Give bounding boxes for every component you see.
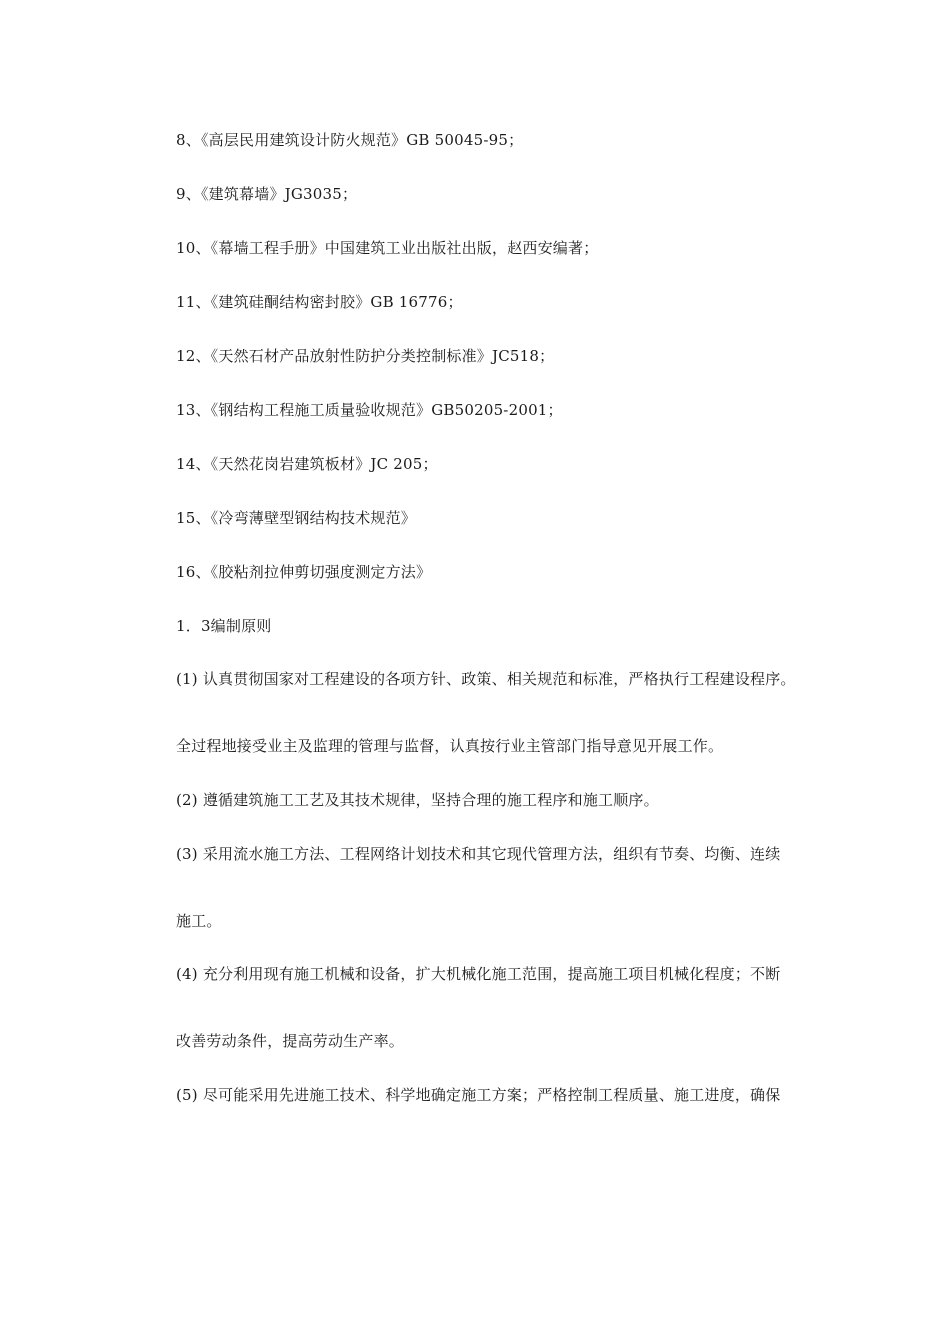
reference-item-13: 13、《钢结构工程施工质量验收规范》GB50205-2001； (176, 401, 563, 419)
reference-item-9: 9、《建筑幕墙》JG3035； (176, 185, 358, 203)
reference-item-10: 10、《幕墙工程手册》中国建筑工业出版社出版，赵西安编著； (176, 239, 599, 257)
principle-5-line-1: (5) 尽可能采用先进施工技术、科学地确定施工方案；严格控制工程质量、施工进度，确保 (176, 1086, 781, 1104)
principle-4-line-2: 改善劳动条件，提高劳动生产率。 (176, 1032, 405, 1050)
principle-1-line-1: (1) 认真贯彻国家对工程建设的各项方针、政策、相关规范和标准，严格执行工程建设程序。 (176, 670, 796, 688)
section-heading: 1．3编制原则 (176, 617, 272, 635)
reference-item-14: 14、《天然花岗岩建筑板材》JC 205； (176, 455, 438, 473)
reference-item-12: 12、《天然石材产品放射性防护分类控制标准》JC518； (176, 347, 555, 365)
reference-item-11: 11、《建筑硅酮结构密封胶》GB 16776； (176, 293, 463, 311)
principle-3-line-1: (3) 采用流水施工方法、工程网络计划技术和其它现代管理方法，组织有节奏、均衡、连续 (176, 845, 781, 863)
reference-item-8: 8、《高层民用建筑设计防火规范》GB 50045-95； (176, 131, 524, 149)
principle-1-line-2: 全过程地接受业主及监理的管理与监督，认真按行业主管部门指导意见开展工作。 (176, 737, 724, 755)
principle-2: (2) 遵循建筑施工工艺及其技术规律，坚持合理的施工程序和施工顺序。 (176, 791, 659, 809)
principle-4-line-1: (4) 充分利用现有施工机械和设备，扩大机械化施工范围，提高施工项目机械化程度；不断 (176, 965, 781, 983)
reference-item-16: 16、《胶粘剂拉伸剪切强度测定方法》 (176, 563, 432, 581)
principle-3-line-2: 施工。 (176, 912, 222, 930)
reference-item-15: 15、《冷弯薄壁型钢结构技术规范》 (176, 509, 416, 527)
